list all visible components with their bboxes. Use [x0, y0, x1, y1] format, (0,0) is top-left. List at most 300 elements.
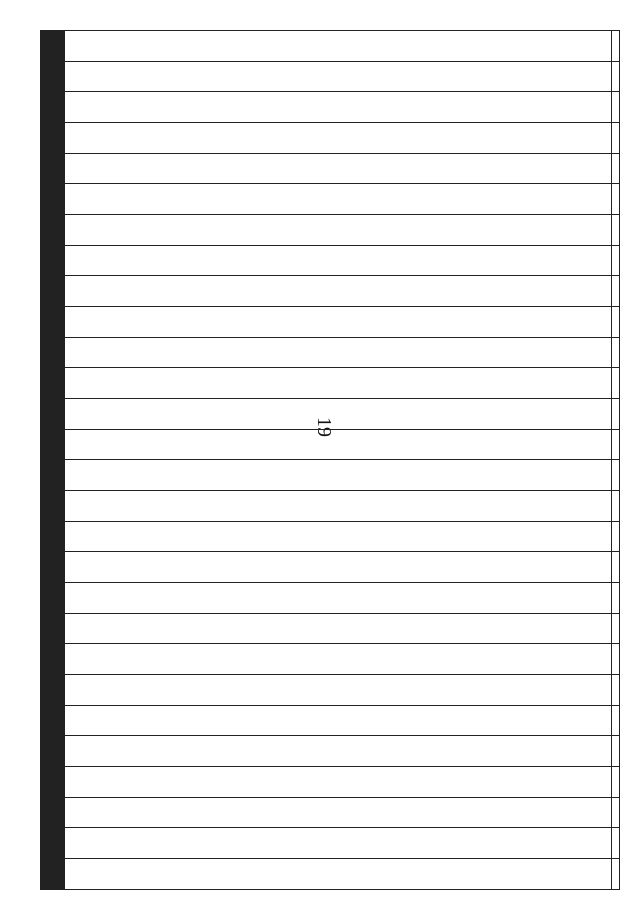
- table-cell: [46, 767, 47, 798]
- table-cell: [45, 337, 46, 368]
- table-cell: [59, 92, 60, 123]
- table-cell: [43, 460, 44, 491]
- table-cell: [43, 521, 44, 552]
- table-cell: [44, 767, 45, 798]
- table-cell: [45, 705, 46, 736]
- table-cell: [43, 613, 44, 644]
- table-cell: [57, 429, 58, 460]
- table-cell: [51, 276, 52, 307]
- table-cell: [45, 859, 46, 890]
- table-cell: [44, 61, 45, 92]
- table-cell: [63, 184, 64, 215]
- table-cell: [47, 583, 48, 614]
- table-cell: [64, 705, 65, 736]
- table-cell: [42, 399, 43, 430]
- table-cell: [46, 675, 47, 706]
- table-cell: [47, 429, 48, 460]
- table-cell: [48, 368, 49, 399]
- table-cell: [42, 61, 43, 92]
- table-row: [62, 31, 63, 890]
- table-cell: [49, 644, 50, 675]
- table-cell: [58, 31, 59, 62]
- table-cell: [54, 767, 55, 798]
- table-cell: [64, 31, 65, 62]
- table-cell: [64, 613, 65, 644]
- table-cell: [58, 767, 59, 798]
- table-cell: [53, 736, 54, 767]
- table-cell: [60, 368, 61, 399]
- table-cell: [44, 736, 45, 767]
- table-cell: [51, 184, 52, 215]
- table-cell: [64, 276, 65, 307]
- table-row: [52, 31, 53, 890]
- table-row: [43, 31, 44, 890]
- table-cell: [41, 828, 42, 859]
- table-cell: [49, 92, 50, 123]
- table-cell: [62, 521, 63, 552]
- table-row: [63, 31, 64, 890]
- table-cell: [58, 153, 59, 184]
- table-cell: [63, 613, 64, 644]
- table-rotated: [40, 30, 620, 890]
- table-cell: [44, 92, 45, 123]
- table-cell: [64, 92, 65, 123]
- table-cell: [65, 491, 620, 522]
- table-cell: [54, 491, 55, 522]
- table-cell: [51, 307, 52, 338]
- table-cell: [55, 859, 56, 890]
- table-cell: [41, 552, 42, 583]
- table-cell: [48, 552, 49, 583]
- table-cell: [48, 276, 49, 307]
- table-cell: [61, 337, 62, 368]
- table-cell: [48, 859, 49, 890]
- table-cell: [60, 736, 61, 767]
- table-cell: [45, 215, 46, 246]
- table-cell: [42, 307, 43, 338]
- table-cell: [41, 307, 42, 338]
- table-cell: [55, 828, 56, 859]
- table-cell: [55, 368, 56, 399]
- table-cell: [54, 184, 55, 215]
- table-cell: [46, 736, 47, 767]
- table-cell: [65, 184, 620, 215]
- table-cell: [64, 123, 65, 154]
- table-cell: [46, 399, 47, 430]
- table-cell: [54, 123, 55, 154]
- table-cell: [61, 644, 62, 675]
- table-cell: [62, 31, 63, 62]
- table-cell: [53, 92, 54, 123]
- table-cell: [64, 552, 65, 583]
- table-cell: [59, 797, 60, 828]
- table-cell: [54, 644, 55, 675]
- table-cell: [48, 644, 49, 675]
- table-cell: [58, 491, 59, 522]
- table-cell: [62, 736, 63, 767]
- table-cell: [52, 123, 53, 154]
- table-cell: [65, 245, 620, 276]
- table-cell: [41, 337, 42, 368]
- table-cell: [54, 368, 55, 399]
- table-row: [41, 31, 42, 890]
- table-cell: [45, 644, 46, 675]
- table-cell: [61, 123, 62, 154]
- table-cell: [65, 399, 620, 430]
- table-cell: [48, 123, 49, 154]
- table-cell: [60, 215, 61, 246]
- table-cell: [47, 399, 48, 430]
- table-cell: [49, 736, 50, 767]
- table-row: [61, 31, 62, 890]
- table-cell: [63, 153, 64, 184]
- table-cell: [57, 276, 58, 307]
- table-cell: [58, 337, 59, 368]
- table-cell: [61, 307, 62, 338]
- table-cell: [63, 644, 64, 675]
- table-cell: [53, 368, 54, 399]
- table-cell: [41, 399, 42, 430]
- table-cell: [55, 92, 56, 123]
- table-cell: [45, 184, 46, 215]
- table-cell: [49, 767, 50, 798]
- table-cell: [58, 583, 59, 614]
- table-cell: [60, 583, 61, 614]
- table-cell: [59, 613, 60, 644]
- table-cell: [56, 153, 57, 184]
- table-cell: [61, 859, 62, 890]
- table-cell: [59, 491, 60, 522]
- table-cell: [47, 245, 48, 276]
- table-cell: [42, 31, 43, 62]
- table-cell: [49, 491, 50, 522]
- table-cell: [63, 460, 64, 491]
- table-cell: [65, 429, 620, 460]
- table-cell: [63, 828, 64, 859]
- table-cell: [58, 859, 59, 890]
- table-cell: [58, 460, 59, 491]
- table-cell: [51, 399, 52, 430]
- table-cell: [59, 399, 60, 430]
- table-cell: [53, 521, 54, 552]
- table-cell: [47, 368, 48, 399]
- table-cell: [43, 552, 44, 583]
- table-cell: [53, 613, 54, 644]
- table-cell: [56, 859, 57, 890]
- table-cell: [45, 552, 46, 583]
- table-cell: [60, 307, 61, 338]
- table-cell: [47, 552, 48, 583]
- table-cell: [55, 429, 56, 460]
- table-cell: [62, 797, 63, 828]
- table-cell: [63, 215, 64, 246]
- table-cell: [55, 337, 56, 368]
- table-cell: [63, 31, 64, 62]
- table-cell: [50, 552, 51, 583]
- table-cell: [44, 31, 45, 62]
- table-cell: [42, 276, 43, 307]
- table-cell: [42, 859, 43, 890]
- table-cell: [43, 675, 44, 706]
- table-cell: [50, 705, 51, 736]
- table-row: [49, 31, 50, 890]
- table-cell: [55, 123, 56, 154]
- table-cell: [51, 123, 52, 154]
- table-cell: [62, 552, 63, 583]
- table-cell: [43, 644, 44, 675]
- table-cell: [52, 675, 53, 706]
- table-cell: [57, 583, 58, 614]
- table-cell: [63, 307, 64, 338]
- table-cell: [51, 521, 52, 552]
- table-cell: [63, 276, 64, 307]
- table-cell: [57, 736, 58, 767]
- table-cell: [62, 859, 63, 890]
- table-cell: [65, 644, 620, 675]
- table-cell: [50, 491, 51, 522]
- table-cell: [65, 368, 620, 399]
- table-cell: [51, 491, 52, 522]
- table-cell: [57, 613, 58, 644]
- table-cell: [53, 337, 54, 368]
- table-cell: [55, 675, 56, 706]
- table-row: [48, 31, 49, 890]
- table-cell: [60, 767, 61, 798]
- table-cell: [65, 675, 620, 706]
- table-cell: [43, 491, 44, 522]
- table-cell: [65, 859, 620, 890]
- table-cell: [54, 153, 55, 184]
- table-cell: [50, 245, 51, 276]
- table-cell: [58, 797, 59, 828]
- table-cell: [50, 521, 51, 552]
- table-cell: [64, 583, 65, 614]
- table-cell: [49, 184, 50, 215]
- table-cell: [59, 307, 60, 338]
- table-cell: [59, 460, 60, 491]
- table-cell: [60, 429, 61, 460]
- table-cell: [46, 184, 47, 215]
- table-cell: [52, 276, 53, 307]
- table-cell: [60, 337, 61, 368]
- table-cell: [50, 797, 51, 828]
- table-cell: [46, 61, 47, 92]
- table-cell: [53, 307, 54, 338]
- table-row: [60, 31, 61, 890]
- table-cell: [58, 675, 59, 706]
- table-cell: [54, 705, 55, 736]
- table-cell: [54, 583, 55, 614]
- table-cell: [56, 583, 57, 614]
- table-cell: [57, 307, 58, 338]
- table-cell: [49, 460, 50, 491]
- table-cell: [59, 245, 60, 276]
- table-cell: [46, 123, 47, 154]
- table-cell: [59, 123, 60, 154]
- table-cell: [54, 92, 55, 123]
- table-cell: [59, 368, 60, 399]
- table-cell: [47, 644, 48, 675]
- table-cell: [42, 92, 43, 123]
- table-cell: [58, 61, 59, 92]
- table-cell: [61, 368, 62, 399]
- table-cell: [46, 276, 47, 307]
- table-row: [54, 31, 55, 890]
- table-cell: [41, 61, 42, 92]
- table-cell: [50, 859, 51, 890]
- table-cell: [57, 797, 58, 828]
- table-cell: [63, 61, 64, 92]
- table-cell: [64, 736, 65, 767]
- table-cell: [58, 736, 59, 767]
- table-cell: [60, 644, 61, 675]
- table-row: [44, 31, 45, 890]
- table-cell: [52, 644, 53, 675]
- table-cell: [42, 368, 43, 399]
- table-cell: [57, 215, 58, 246]
- table-top-strip: [611, 30, 620, 890]
- table-cell: [50, 429, 51, 460]
- table-cell: [60, 184, 61, 215]
- table-cell: [56, 245, 57, 276]
- table-cell: [58, 307, 59, 338]
- table-cell: [58, 828, 59, 859]
- table-cell: [57, 767, 58, 798]
- table-cell: [63, 767, 64, 798]
- table-cell: [56, 61, 57, 92]
- table-cell: [53, 245, 54, 276]
- table-cell: [62, 767, 63, 798]
- table-cell: [42, 767, 43, 798]
- table-cell: [58, 429, 59, 460]
- table-cell: [46, 153, 47, 184]
- table-cell: [53, 399, 54, 430]
- table-cell: [46, 245, 47, 276]
- table-cell: [65, 583, 620, 614]
- table-cell: [65, 153, 620, 184]
- table-cell: [50, 644, 51, 675]
- table-cell: [51, 859, 52, 890]
- table-cell: [57, 368, 58, 399]
- table-cell: [64, 828, 65, 859]
- table-cell: [57, 123, 58, 154]
- table-cell: [58, 705, 59, 736]
- table-cell: [43, 828, 44, 859]
- document-table: [40, 30, 620, 890]
- table-cell: [59, 583, 60, 614]
- table-cell: [44, 307, 45, 338]
- table-cell: [61, 675, 62, 706]
- table-cell: [45, 583, 46, 614]
- table-cell: [56, 276, 57, 307]
- table-cell: [54, 460, 55, 491]
- table-cell: [44, 337, 45, 368]
- table-cell: [46, 797, 47, 828]
- table-cell: [50, 828, 51, 859]
- table-cell: [55, 644, 56, 675]
- table-cell: [53, 61, 54, 92]
- table-cell: [57, 184, 58, 215]
- table-cell: [58, 368, 59, 399]
- table-cell: [42, 675, 43, 706]
- table-row: [46, 31, 47, 890]
- table-cell: [51, 736, 52, 767]
- table-cell: [44, 399, 45, 430]
- table-cell: [55, 736, 56, 767]
- table-cell: [54, 31, 55, 62]
- table-cell: [60, 797, 61, 828]
- table-cell: [48, 153, 49, 184]
- table-cell: [53, 153, 54, 184]
- table-cell: [65, 705, 620, 736]
- table-cell: [64, 399, 65, 430]
- table-cell: [46, 460, 47, 491]
- table-cell: [59, 644, 60, 675]
- table-cell: [50, 613, 51, 644]
- table-cell: [51, 675, 52, 706]
- table-cell: [63, 368, 64, 399]
- table-cell: [50, 307, 51, 338]
- table-row: [45, 31, 46, 890]
- table-cell: [48, 307, 49, 338]
- table-cell: [42, 552, 43, 583]
- table-cell: [53, 429, 54, 460]
- table-cell: [42, 736, 43, 767]
- table-cell: [63, 859, 64, 890]
- table-row: [59, 31, 60, 890]
- table-cell: [44, 797, 45, 828]
- table-cell: [42, 215, 43, 246]
- table-cell: [55, 61, 56, 92]
- table-cell: [52, 583, 53, 614]
- table-cell: [56, 337, 57, 368]
- table-cell: [55, 184, 56, 215]
- table-cell: [43, 123, 44, 154]
- table-cell: [51, 245, 52, 276]
- table-cell: [44, 368, 45, 399]
- table-cell: [50, 368, 51, 399]
- table-cell: [59, 675, 60, 706]
- table-cell: [51, 613, 52, 644]
- table-cell: [65, 307, 620, 338]
- table-cell: [49, 797, 50, 828]
- table-cell: [64, 337, 65, 368]
- table-cell: [62, 337, 63, 368]
- table-cell: [54, 613, 55, 644]
- table-cell: [43, 31, 44, 62]
- table-cell: [56, 399, 57, 430]
- table-cell: [46, 31, 47, 62]
- table-cell: [55, 245, 56, 276]
- table-cell: [53, 552, 54, 583]
- table-cell: [55, 552, 56, 583]
- table-cell: [59, 276, 60, 307]
- table-cell: [53, 767, 54, 798]
- table-cell: [48, 613, 49, 644]
- table-cell: [51, 644, 52, 675]
- table-cell: [55, 399, 56, 430]
- table-cell: [45, 491, 46, 522]
- table-cell: [47, 828, 48, 859]
- table-cell: [62, 460, 63, 491]
- table-cell: [56, 644, 57, 675]
- table-cell: [43, 797, 44, 828]
- table-cell: [41, 675, 42, 706]
- table-cell: [47, 215, 48, 246]
- table-cell: [57, 705, 58, 736]
- table-cell: [56, 368, 57, 399]
- table-cell: [49, 552, 50, 583]
